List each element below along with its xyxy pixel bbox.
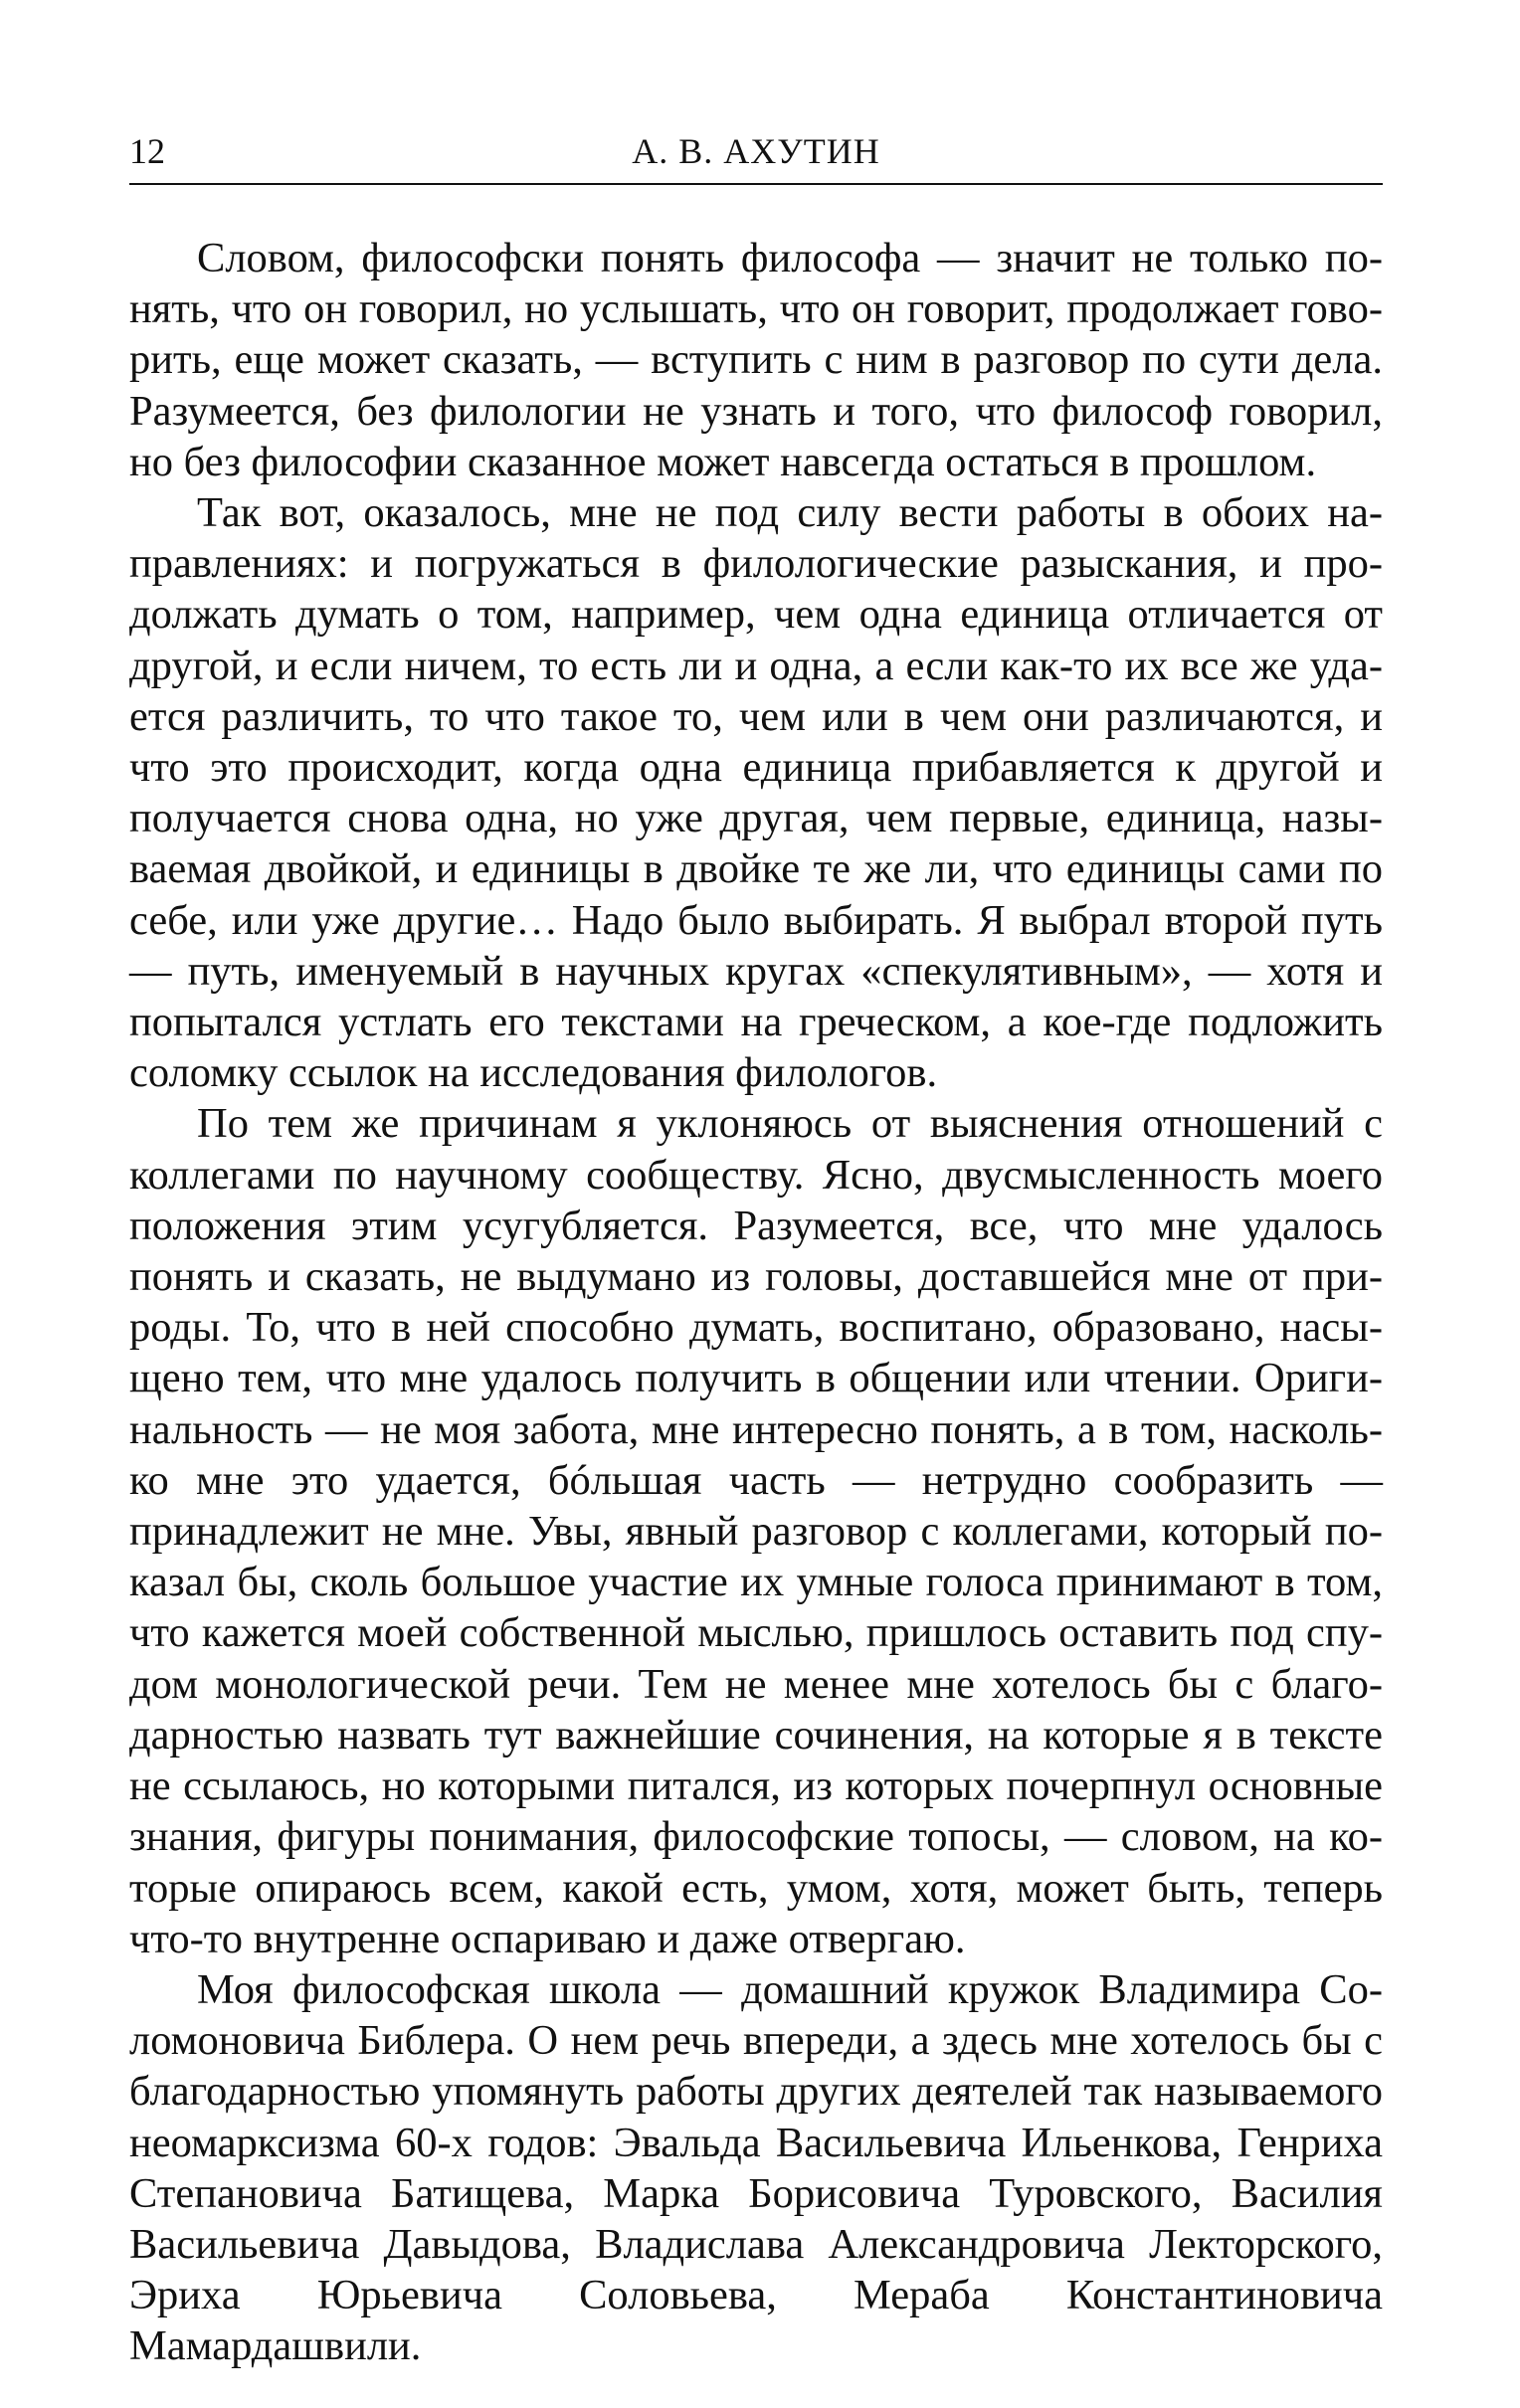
- running-title: А. В. АХУТИН: [632, 131, 880, 171]
- page-number: 12: [129, 131, 165, 171]
- paragraph: Словом, философски понять философа — значит не только понять, что он говорил, но услышать, что он говорит, продолжает говорить, еще может сказать, — вступить с ним в разговор по сути дела. Разумеется, без филологии не узнать и того, что философ говорил, но без философии сказанное может навсегда остаться в прошлом.: [129, 235, 1383, 485]
- paragraph: Так вот, оказалось, мне не под силу вести работы в обоих направлениях: и погружаться в филологические разыскания, и продолжать думать о том, например, чем одна единица отличается от другой, и если ничем, то есть ли и одна, а если как-то их все же удается различить, то что такое то, чем или в чем они различаются, и что это происходит, когда одна единица прибавляется к другой и получается снова одна, но уже другая, чем первые, единица, называемая двойкой, и единицы в двойке те же ли, что единицы сами по себе, или уже другие… Надо было выбирать. Я выбрал второй путь — путь, именуемый в научных кругах «спекулятивным», — хотя и попытался устлать его текстами на греческом, а кое-где подложить соломку ссылок на исследования филологов.: [129, 489, 1383, 1097]
- running-head: [129, 123, 1383, 185]
- paragraph: Моя философская школа — домашний кружок Владимира Соломоновича Библера. О нем речь впереди, а здесь мне хотелось бы с благодарностью упомянуть работы других деятелей так называемого неомарксизма 60-х годов: Эвальда Васильевича Ильенкова, Генриха Степановича Батищева, Марка Борисовича Туровского, Василия Васильевича Давыдова, Владислава Александровича Лекторского, Эриха Юрьевича Соловьева, Мераба Константиновича Мамардашвили.: [129, 1965, 1383, 2370]
- paragraph: По тем же причинам я уклоняюсь от выяснения отношений с коллегами по научному сообществу. Ясно, двусмысленность моего положения этим усугубляется. Разумеется, все, что мне удалось понять и сказать, не выдумано из головы, доставшейся мне от природы. То, что в ней способно думать, воспитано, образовано, насыщено тем, что мне удалось получить в общении или чтении. Оригинальность — не моя забота, мне интересно понять, а в том, насколько мне это удается, бóльшая часть — нетрудно сообразить — принадлежит не мне. Увы, явный разговор с коллегами, который показал бы, сколь большое участие их умные голоса принимают в том, что кажется моей собственной мыслью, пришлось оставить под спудом монологической речи. Тем не менее мне хотелось бы с благодарностью назвать тут важнейшие сочинения, на которые я в тексте не ссылаюсь, но которыми питался, из которых почерпнул основные знания, фигуры понимания, философские топосы, — словом, на которые опираюсь всем, какой есть, умом, хотя, может быть, теперь что-то внутренне оспариваю и даже отвергаю.: [129, 1100, 1383, 1962]
- body-text: [129, 233, 1383, 2372]
